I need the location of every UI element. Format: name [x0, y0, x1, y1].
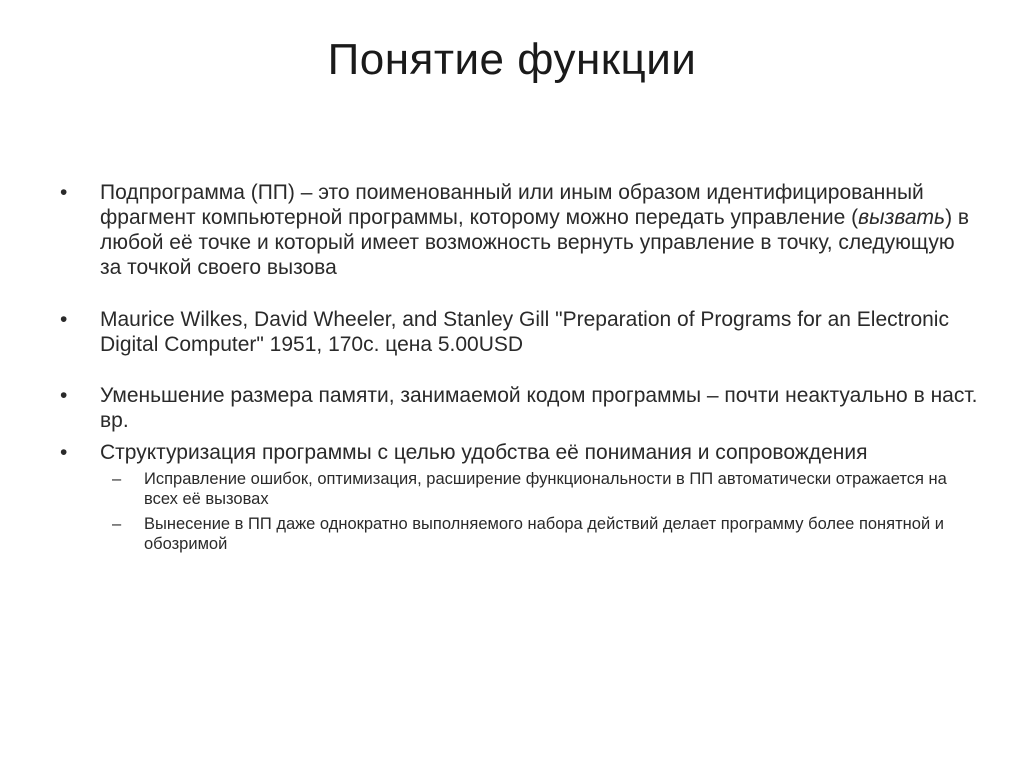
bullet-text-emphasis: вызвать: [858, 206, 946, 229]
bullet-text: Уменьшение размера памяти, занимаемой кодом программы – почти неактуально в наст. вр.: [100, 384, 978, 432]
sub-item-bugfix: [60, 469, 980, 509]
bullet-item-reference: [60, 307, 980, 357]
bullet-item-definition: [60, 180, 980, 280]
bullet-list: [60, 180, 980, 554]
sub-item-text: Исправление ошибок, оптимизация, расширение функциональности в ПП автоматически отражается на всех её вызовах: [144, 470, 947, 508]
slide-title: Понятие функции: [327, 35, 697, 84]
bullet-text-post: ) в любой её точке и который имеет возможность вернуть управление в точку, следующую за точкой своего вызова: [100, 206, 970, 279]
bullet-marker: •: [60, 181, 68, 204]
bullet-item-memory: [60, 383, 980, 433]
bullet-marker: •: [60, 308, 68, 331]
bullet-marker: •: [60, 384, 68, 407]
bullet-text: Структуризация программы с целью удобства её понимания и сопровождения: [100, 441, 868, 464]
bullet-text: Maurice Wilkes, David Wheeler, and Stanley Gill "Preparation of Programs for an Electronic Digital Computer" 1951, 170с. цена 5.00USD: [100, 308, 949, 356]
sub-item-text: Вынесение в ПП даже однократно выполняемого набора действий делает программу более понятной и обозримой: [144, 515, 944, 553]
bullet-text-pre: Подпрограмма (ПП) – это поименованный или иным образом идентифицированный фрагмент компьютерной программы, которому можно передать управление (: [100, 181, 924, 229]
bullet-marker: •: [60, 441, 68, 464]
dash-marker: –: [112, 515, 122, 533]
sub-item-readability: [60, 514, 980, 554]
dash-marker: –: [112, 470, 122, 488]
bullet-item-structuring: [60, 440, 980, 465]
